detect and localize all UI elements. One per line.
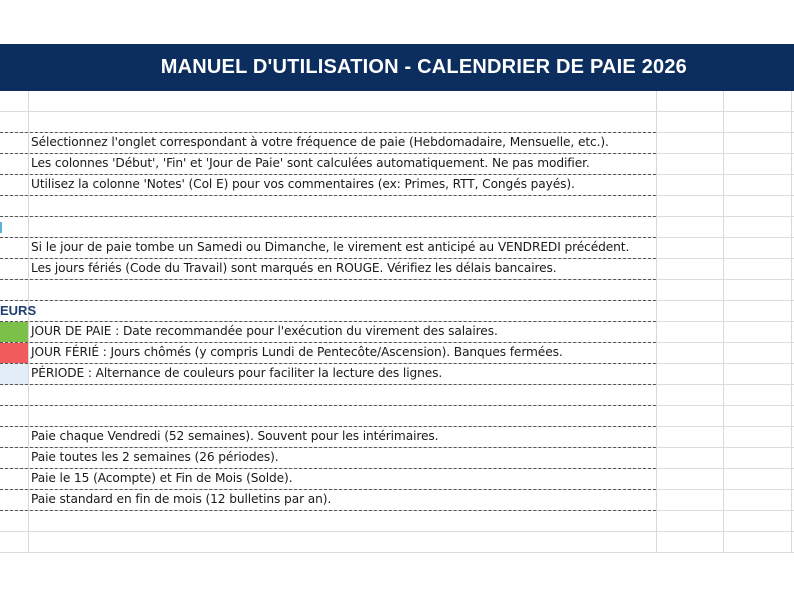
sheet-row[interactable] [0, 301, 794, 322]
instruction-text: Sélectionnez l'onglet correspondant à votre fréquence de paie (Hebdomadaire, Mensuelle, etc.). [31, 135, 609, 149]
legend-description: PÉRIODE : Alternance de couleurs pour faciliter la lecture des lignes. [31, 366, 443, 380]
instruction-text: Paie toutes les 2 semaines (26 périodes). [31, 450, 279, 464]
sheet-row[interactable] [0, 280, 794, 301]
instruction-text: Utilisez la colonne 'Notes' (Col E) pour vos commentaires (ex: Primes, RTT, Congés payés). [31, 177, 575, 191]
sheet-row[interactable] [0, 385, 794, 406]
instruction-text: Paie chaque Vendredi (52 semaines). Souvent pour les intérimaires. [31, 429, 439, 443]
sheet-row[interactable] [0, 217, 794, 238]
sheet-row[interactable] [0, 364, 794, 385]
sheet-row[interactable] [0, 259, 794, 280]
instruction-text: Les colonnes 'Début', 'Fin' et 'Jour de Paie' sont calculées automatiquement. Ne pas modifier. [31, 156, 590, 170]
sheet-row[interactable] [0, 469, 794, 490]
sheet-row[interactable] [0, 133, 794, 154]
instruction-text: Les jours fériés (Code du Travail) sont marqués en ROUGE. Vérifiez les délais bancaires. [31, 261, 557, 275]
instruction-text: Si le jour de paie tombe un Samedi ou Dimanche, le virement est anticipé au VENDREDI précédent. [31, 240, 630, 254]
sheet-row[interactable] [0, 406, 794, 427]
section-heading: EURS [0, 303, 37, 318]
sheet-row[interactable] [0, 490, 794, 511]
manual-title-banner [0, 44, 794, 91]
instruction-text: Paie le 15 (Acompte) et Fin de Mois (Solde). [31, 471, 293, 485]
sheet-row[interactable] [0, 154, 794, 175]
legend-description: JOUR FÉRIÉ : Jours chômés (y compris Lundi de Pentecôte/Ascension). Banques fermées. [31, 345, 563, 359]
sheet-row[interactable] [0, 112, 794, 133]
sheet-row[interactable] [0, 427, 794, 448]
color-swatch-period [0, 364, 28, 384]
sheet-row[interactable] [0, 343, 794, 364]
truncated-heading [0, 222, 2, 233]
page-title: MANUEL D'UTILISATION - CALENDRIER DE PAIE 2026 [160, 56, 687, 78]
spreadsheet-grid[interactable] [0, 91, 794, 553]
instruction-text: Paie standard en fin de mois (12 bulletins par an). [31, 492, 332, 506]
legend-description: JOUR DE PAIE : Date recommandée pour l'exécution du virement des salaires. [31, 324, 498, 338]
color-swatch-holiday [0, 343, 28, 363]
sheet-row[interactable] [0, 196, 794, 217]
sheet-row[interactable] [0, 322, 794, 343]
sheet-row[interactable] [0, 91, 794, 112]
sheet-row[interactable] [0, 532, 794, 553]
sheet-row[interactable] [0, 175, 794, 196]
sheet-row[interactable] [0, 511, 794, 532]
color-swatch-pay-day [0, 322, 28, 342]
sheet-row[interactable] [0, 448, 794, 469]
sheet-row[interactable] [0, 238, 794, 259]
